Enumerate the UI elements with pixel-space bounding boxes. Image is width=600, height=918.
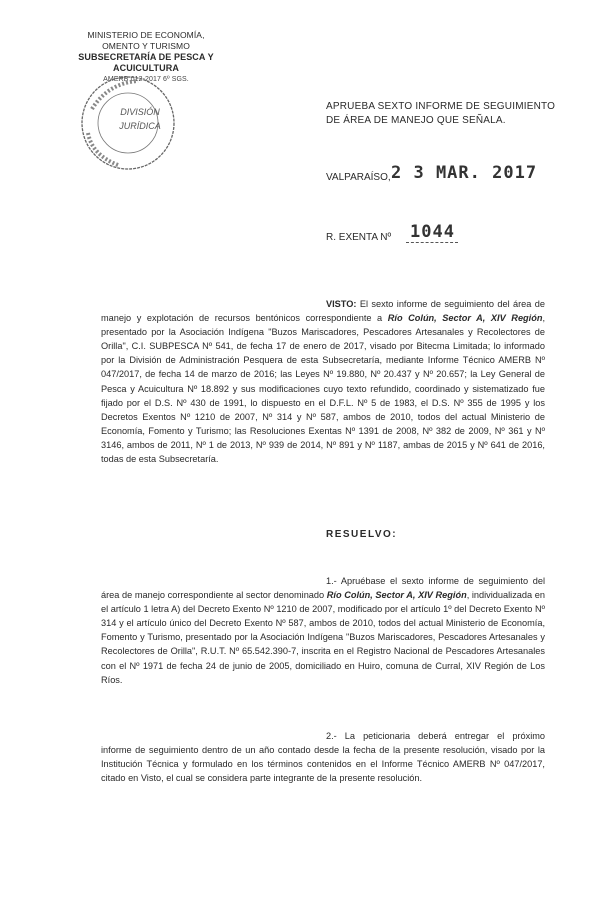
ministry-name-line2: OMENTO Y TURISMO [102, 41, 190, 51]
file-reference: AMERB 012-2017 6º SGS. [103, 76, 189, 83]
date-line [326, 163, 566, 187]
svg-text:DIVISIÓN: DIVISIÓN [120, 107, 160, 117]
date-place: VALPARAÍSO, [326, 172, 391, 183]
visto-paragraph [101, 297, 545, 466]
resolution-point-1 [101, 574, 545, 687]
resolution-number-line [326, 222, 526, 244]
date-stamp: 2 3 MAR. 2017 [391, 163, 538, 183]
juridical-division-stamp [78, 73, 178, 173]
resolution-subject: APRUEBA SEXTO INFORME DE SEGUIMIENTO DE ÁREA DE MANEJO QUE SEÑALA. [326, 101, 556, 126]
svg-text:JURÍDICA: JURÍDICA [119, 121, 161, 131]
visto-lead: VISTO: [326, 299, 357, 309]
resolution-label: R. EXENTA Nº [326, 232, 392, 243]
visto-text-end: , presentado por la Asociación Indígena "Buzos Mariscadores, Pescadores Artesanales y Recolectores de Orilla", C.I. SUBPESCA Nº 541, de fecha 17 de enero de 2017, visado por Bitecma Limitada; lo informado por la División de Administración Pesquera de esta Subsecretaría, mediante Informe Técnico AMERB Nº 047/2017, de fecha 14 de marzo de 2016; las Leyes Nº 19.880, Nº 20.437 y Nº 20.657; la Ley General de Pesca y Acuicultura Nº 18.892 y sus modificaciones cuyo texto refundido, coordinado y sistematizado fue fijado por el D.S. Nº 430 de 1991, lo dispuesto en el D.F.L. Nº 5 de 1983, el D.S. Nº 355 de 1995 y los Decretos Exentos Nº 1210 de 2007, Nº 314 y Nº 587, ambos de 2010, todos del actual Ministerio de Economía, Fomento y Turismo; las Resoluciones Exentas Nº 1391 de 2008, Nº 382 de 2009, Nº 361 y Nº 3146, ambos de 2011, Nº 1 de 2013, Nº 939 de 2014, Nº 891 y Nº 1187, ambas de 2015 y Nº 641 de 2016, todas de esta Subsecretaría. [101, 313, 545, 465]
resolution-number: 1044 [410, 222, 455, 242]
point1-text-end: , individualizada en el artículo 1 letra A) del Decreto Exento Nº 1210 de 2007, modificado por el artículo 1º del Decreto Exento Nº 314 y el artículo único del Decreto Exento Nº 587, ambos de 2010, todos del actual Ministerio de Economía, Fomento y Turismo, presentado por la Asociación Indígena "Buzos Mariscadores, Pescadores Artesanales y Recolectores de Orilla", R.U.T. Nº 65.542.390-7, inscrita en el Registro Nacional de Pescadores Artesanales con el Nº 1971 de fecha 24 de junio de 2005, domiciliado en Huiro, comuna de Curral, XIV Región de Los Ríos. [101, 590, 545, 685]
visto-text-start: El sexto informe de seguimiento del área de manejo y explotación de recursos bentónicos correspondiente a [101, 299, 545, 324]
resolution-number-underline [406, 242, 458, 243]
ministry-name-line1: MINISTERIO DE ECONOMÍA, [87, 30, 205, 40]
point1-area-name: Río Colún, Sector A, XIV Región [326, 590, 467, 601]
subsecretaria-name: SUBSECRETARÍA DE PESCA Y ACUICULTURA [78, 52, 214, 73]
point1-text-start: 1.- Apruébase el sexto informe de seguimiento del área de manejo correspondiente al sector denominado [101, 576, 545, 601]
visto-area-name: Río Colún, Sector A, XIV Región [387, 313, 543, 324]
resuelvo-heading: RESUELVO: [326, 529, 398, 540]
resolution-point-2: 2.- La peticionaria deberá entregar el próximo informe de seguimiento dentro de un año contado desde la fecha de la presente resolución, visado por la Institución Técnica y formulado en los términos contenidos en el Informe Técnico AMERB Nº 047/2017, citado en Visto, el cual se considera parte integrante de la presente resolución. [101, 731, 545, 784]
